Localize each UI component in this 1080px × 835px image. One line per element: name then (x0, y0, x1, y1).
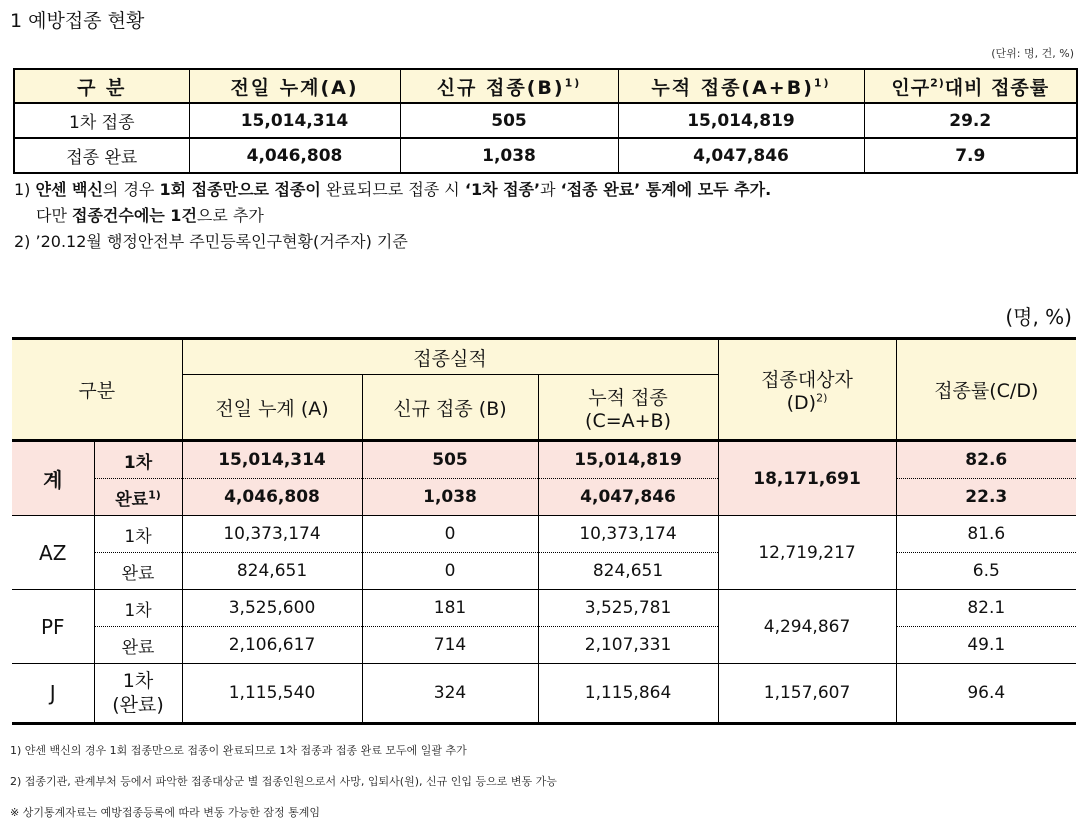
table-row (14, 138, 1077, 173)
cell-target: 1,157,607 (718, 664, 896, 724)
detail-header-row (12, 339, 1076, 375)
group-label-total: 계 (12, 441, 94, 516)
table-row (12, 479, 1076, 516)
cell-target: 12,719,217 (718, 516, 896, 590)
table-row (12, 553, 1076, 590)
header-target: 접종대상자 $(D)^{2)}$ (718, 339, 896, 441)
cell-rate: 82.6 (896, 441, 1076, 479)
header-new: 신규 접종$(B)^{1)}$ (400, 69, 618, 103)
cell-new: 714 (362, 627, 538, 664)
row-label: 1차 접종 (14, 103, 189, 138)
sub-label: 1차 (94, 516, 182, 553)
cell-new: 1,038 (362, 479, 538, 516)
table-row (12, 516, 1076, 553)
cell-rate: 49.1 (896, 627, 1076, 664)
cell-rate: 6.5 (896, 553, 1076, 590)
table2-unit: (명, %) (1005, 305, 1072, 329)
sub-label: 완료$^{1)}$ (94, 479, 182, 516)
sub-label: 1차 (완료) (94, 664, 182, 724)
table-row (12, 664, 1076, 724)
group-label-pf: PF (12, 590, 94, 664)
header-new: 신규 접종 (B) (362, 375, 538, 441)
cell-new: 0 (362, 516, 538, 553)
cell-new: 505 (400, 103, 618, 138)
cell-rate: 82.1 (896, 590, 1076, 627)
cell-rate: 81.6 (896, 516, 1076, 553)
cell-rate: 7.9 (864, 138, 1077, 173)
header-rate: 접종률(C/D) (896, 339, 1076, 441)
cell-new: 505 (362, 441, 538, 479)
sub-label: 1차 (94, 590, 182, 627)
sub-label: 1차 (94, 441, 182, 479)
cell-cum: 4,047,846 (538, 479, 718, 516)
detail-note-2: 2) 접종기관, 관계부처 등에서 파악한 접종대상군 별 접종인원으로서 사망, 입퇴사(원), 신규 인입 등으로 변동 가능 (10, 775, 557, 788)
header-prev-total: 전일 누계(A) (189, 69, 400, 103)
sub-label: 완료 (94, 553, 182, 590)
header-prev-total: 전일 누계 (A) (182, 375, 362, 441)
cell-new: 0 (362, 553, 538, 590)
cell-prev: 10,373,174 (182, 516, 362, 553)
cell-cum: 15,014,819 (538, 441, 718, 479)
cell-prev: 4,046,808 (189, 138, 400, 173)
group-label-j: J (12, 664, 94, 724)
group-label-az: AZ (12, 516, 94, 590)
cell-new: 1,038 (400, 138, 618, 173)
detail-table (12, 337, 1076, 725)
cell-prev: 3,525,600 (182, 590, 362, 627)
cell-target: 4,294,867 (718, 590, 896, 664)
header-gubun: 구 분 (14, 69, 189, 103)
note-2: 2) ’20.12월 행정안전부 주민등록인구현황(거주자) 기준 (14, 232, 408, 251)
cell-prev: 15,014,314 (182, 441, 362, 479)
header-gubun: 구분 (12, 339, 182, 441)
detail-note-1: 1) 얀센 백신의 경우 1회 접종만으로 접종이 완료되므로 1차 접종과 접종 완료 모두에 일괄 추가 (10, 744, 467, 757)
page-title: 1 예방접종 현황 (10, 10, 145, 32)
cell-cum: 3,525,781 (538, 590, 718, 627)
row-label: 접종 완료 (14, 138, 189, 173)
summary-notes (14, 177, 771, 255)
cell-target: 18,171,691 (718, 441, 896, 516)
header-cumulative: 누적 접종$(A+B)^{1)}$ (618, 69, 864, 103)
summary-header-row (14, 69, 1077, 103)
cell-cum: 824,651 (538, 553, 718, 590)
table-row (14, 103, 1077, 138)
note-1: 1) 얀센 백신의 경우 1회 접종만으로 접종이 완료되므로 접종 시 ‘1차 접종’과 ‘접종 완료’ 통계에 모두 추가. (14, 180, 772, 199)
table-row (12, 590, 1076, 627)
table-row (12, 627, 1076, 664)
header-performance: 접종실적 (182, 339, 718, 375)
cell-cum: 1,115,864 (538, 664, 718, 724)
note-1-cont: 다만 접종건수에는 1건으로 추가 (36, 206, 264, 225)
table-row (12, 441, 1076, 479)
header-cumulative: 누적 접종 (C=A+B) (538, 375, 718, 441)
cell-rate: 22.3 (896, 479, 1076, 516)
table1-unit: (단위: 명, 건, %) (991, 47, 1074, 60)
cell-cum: 10,373,174 (538, 516, 718, 553)
cell-prev: 824,651 (182, 553, 362, 590)
cell-prev: 15,014,314 (189, 103, 400, 138)
cell-cum: 2,107,331 (538, 627, 718, 664)
cell-prev: 1,115,540 (182, 664, 362, 724)
cell-rate: 96.4 (896, 664, 1076, 724)
summary-table (13, 68, 1078, 174)
cell-cum: 15,014,819 (618, 103, 864, 138)
header-rate: 인구$^{2)}$대비 접종률 (864, 69, 1077, 103)
sub-label: 완료 (94, 627, 182, 664)
cell-rate: 29.2 (864, 103, 1077, 138)
cell-cum: 4,047,846 (618, 138, 864, 173)
cell-new: 324 (362, 664, 538, 724)
cell-prev: 2,106,617 (182, 627, 362, 664)
cell-prev: 4,046,808 (182, 479, 362, 516)
cell-new: 181 (362, 590, 538, 627)
detail-note-3: ※ 상기통계자료는 예방접종등록에 따라 변동 가능한 잠정 통계임 (10, 806, 320, 819)
